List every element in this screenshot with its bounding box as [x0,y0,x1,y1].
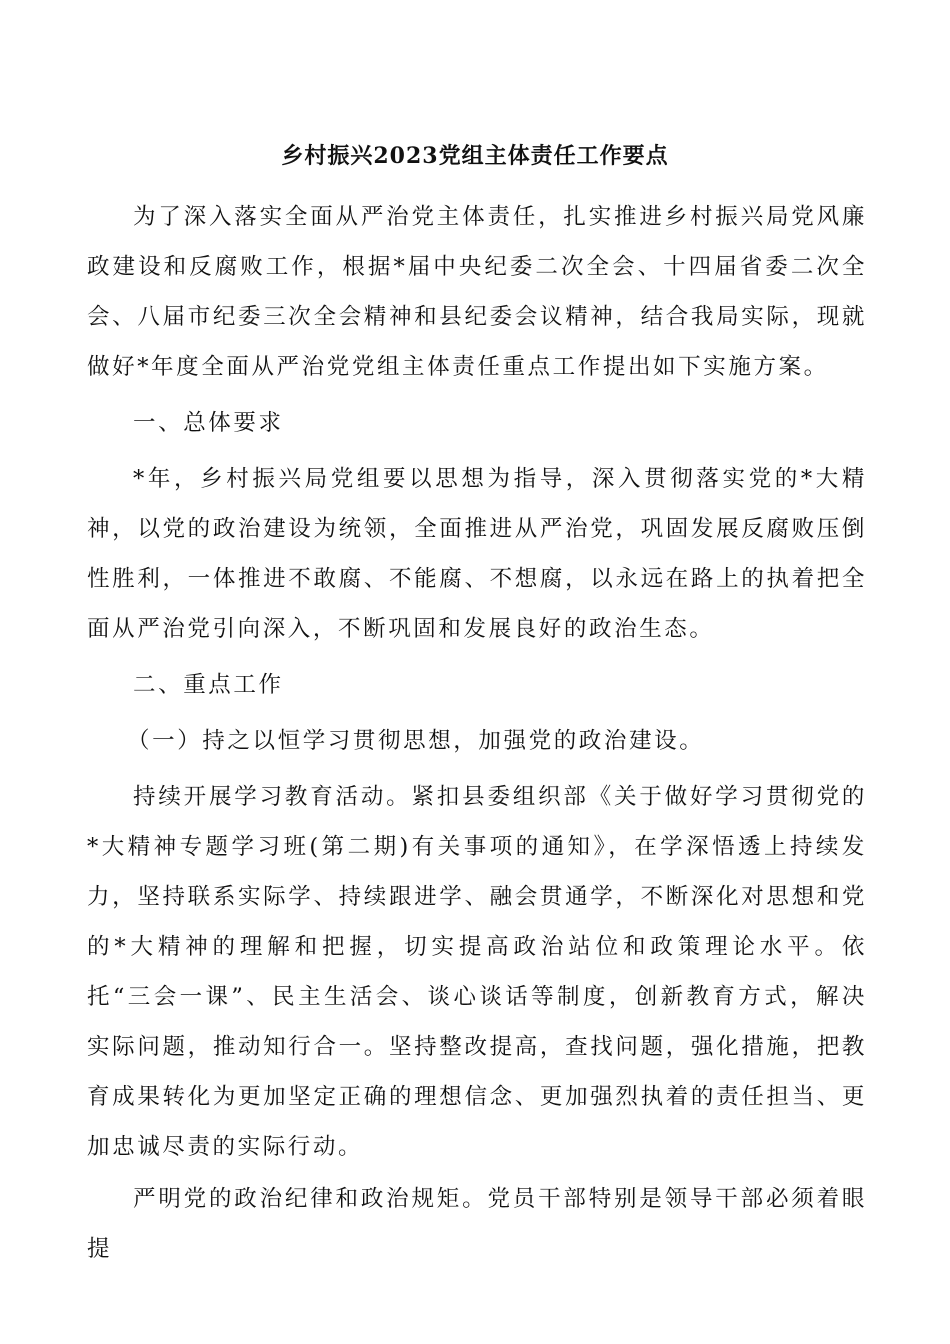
study-education-paragraph: 持续开展学习教育活动。紧扣县委组织部《关于做好学习贯彻党的*大精神专题学习班(第二期)有关事项的通知》，在学深悟透上持续发力，坚持联系实际学、持续跟进学、融会贯通学，不断深化对思想和党的*大精神的理解和把握，切实提高政治站位和政策理论水平。依托“三会一课”、民主生活会、谈心谈话等制度，创新教育方式，解决实际问题，推动知行合一。坚持整改提高，查找问题，强化措施，把教育成果转化为更加坚定正确的理想信念、更加强烈执着的责任担当、更加忠诚尽责的实际行动。 [87,784,867,1160]
subsection-heading-political-building: （一）持之以恒学习贯彻思想，加强党的政治建设。 [127,728,705,754]
document-title: 乡村振兴2023党组主体责任工作要点 [281,143,669,169]
discipline-paragraph: 严明党的政治纪律和政治规矩。党员干部特别是领导干部必须着眼提 [87,1186,867,1262]
document-body [87,192,867,1276]
section-heading-general-requirements: 一、总体要求 [133,410,284,436]
intro-paragraph: 为了深入落实全面从严治党主体责任，扎实推进乡村振兴局党风廉政建设和反腐败工作，根据*届中央纪委二次全会、十四届省委二次全会、八届市纪委三次全会精神和县纪委会议精神，结合我局实际，现就做好*年度全面从严治党党组主体责任重点工作提出如下实施方案。 [87,204,867,380]
section-heading-key-work: 二、重点工作 [133,672,284,698]
general-requirements-paragraph: *年，乡村振兴局党组要以思想为指导，深入贯彻落实党的*大精神，以党的政治建设为统领，全面推进从严治党，巩固发展反腐败压倒性胜利，一体推进不敢腐、不能腐、不想腐，以永远在路上的执着把全面从严治党引向深入，不断巩固和发展良好的政治生态。 [87,466,867,642]
